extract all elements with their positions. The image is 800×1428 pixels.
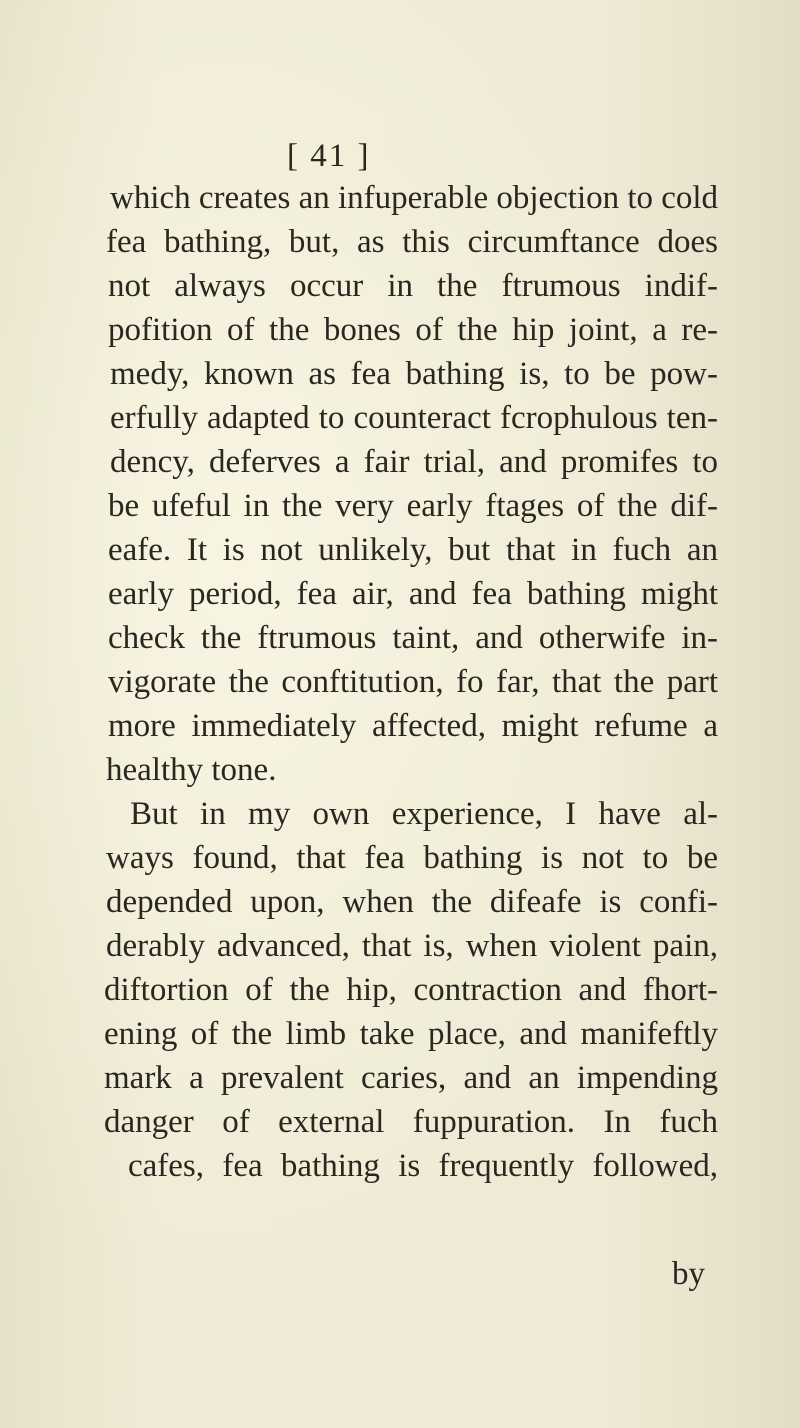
text-line: But in my own experience, I have al- [130,796,718,832]
text-line: check the ftrumous taint, and otherwife in- [108,620,718,656]
text-line: early period, fea air, and fea bathing might [108,576,718,612]
text-line: erfully adapted to counteract fcrophulous ten- [110,400,718,436]
text-line: diftortion of the hip, contraction and fhort- [104,972,718,1008]
text-line: not always occur in the ftrumous indif- [108,268,718,304]
text-line: fea bathing, but, as this circumftance does [106,224,718,260]
text-line: derably advanced, that is, when violent pain, [106,928,718,964]
text-line: ening of the limb take place, and manifeftly [104,1016,718,1052]
text-line: mark a prevalent caries, and an impending [104,1060,718,1096]
text-line: ways found, that fea bathing is not to be [106,840,718,876]
text-line: eafe. It is not unlikely, but that in fuch an [108,532,718,568]
text-line: depended upon, when the difeafe is confi- [106,884,718,920]
text-line: medy, known as fea bathing is, to be pow- [110,356,718,392]
text-line: vigorate the conftitution, fo far, that the part [108,664,718,700]
catchword: by [672,1256,705,1292]
page-number-header: [ 41 ] [287,138,371,174]
text-line: dency, deferves a fair trial, and promifes to [110,444,718,480]
text-line: more immediately affected, might refume a [108,708,718,744]
text-line: cafes, fea bathing is frequently followed, [128,1148,718,1184]
text-line: danger of external fuppuration. In fuch [104,1104,718,1140]
text-line: which creates an infuperable objection to cold [110,180,718,216]
text-line: healthy tone. [106,752,277,788]
text-line: pofition of the bones of the hip joint, a re- [108,312,718,348]
text-line: be ufeful in the very early ftages of the dif- [108,488,718,524]
